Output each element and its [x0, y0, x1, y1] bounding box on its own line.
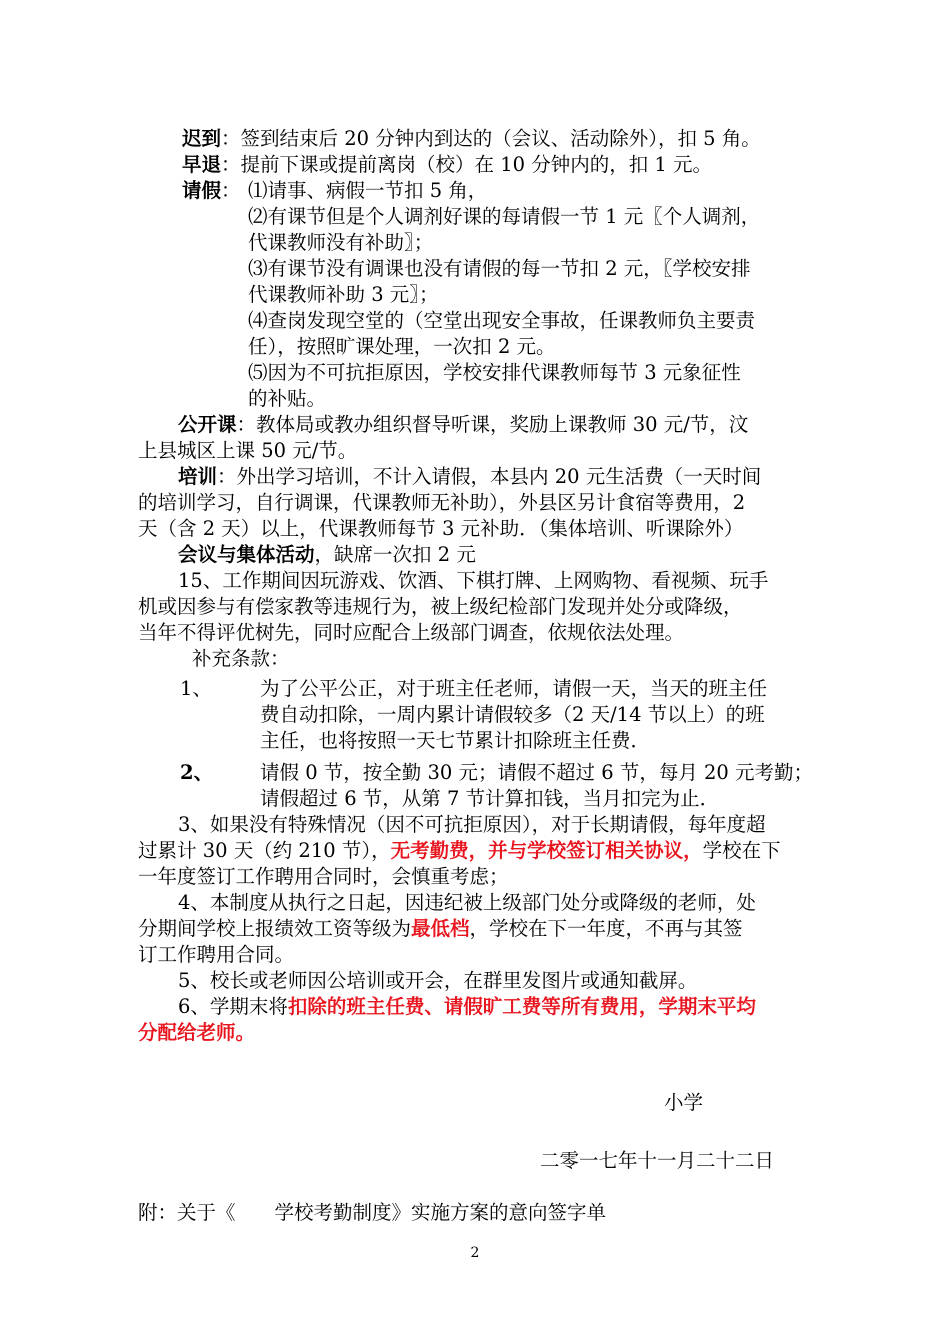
training-line-3: 天（含 2 天）以上，代课教师每节 3 元补助．（集体培训、听课除外） [138, 517, 744, 540]
leave-colon: ： [221, 179, 241, 202]
clause-2-number: 2、 [180, 761, 214, 784]
leave-item-3-line-1: ⑶有课节没有调课也没有请假的每一节扣 2 元，〖学校安排 [248, 257, 751, 280]
leave-item-5-line-2: 的补贴。 [248, 387, 327, 410]
late-rule [182, 126, 761, 152]
clause-4-text-a: 分期间学校上报绩效工资等级为 [138, 917, 412, 940]
signature-school: 小学 [664, 1091, 704, 1114]
clause-3-line-2 [138, 838, 781, 864]
item-15-line-3: 当年不得评优树先，同时应配合上级部门调查，依规依法处理。 [138, 621, 685, 644]
clause-5: 5、校长或老师因公培训或开会，在群里发图片或通知截屏。 [178, 969, 698, 992]
clause-6-emphasis-2: 分配给老师。 [138, 1021, 256, 1044]
meeting-text: ，缺席一次扣 2 元 [314, 543, 476, 566]
open-class-line-2: 上县城区上课 50 元/节。 [138, 439, 358, 462]
clause-6-emphasis-1: 扣除的班主任费、请假旷工费等所有费用，学期末平均 [287, 995, 756, 1018]
early-text: ：提前下课或提前离岗（校）在 10 分钟内的，扣 1 元。 [221, 153, 713, 176]
clause-4-line-3: 订工作聘用合同。 [138, 943, 295, 966]
leave-item-1-line-1: ⑴请事、病假一节扣 5 角， [248, 179, 488, 202]
meeting-rule [178, 542, 476, 568]
attachment-note: 附：关于《 学校考勤制度》实施方案的意向签字单 [138, 1201, 607, 1224]
leave-label: 请假 [182, 179, 222, 202]
clause-4-line-1: 4、本制度从执行之日起，因违纪被上级部门处分或降级的老师，处 [178, 891, 756, 914]
clause-3-text-b: 学校在下 [702, 839, 781, 862]
clause-1-line-2: 费自动扣除，一周内累计请假较多（2 天/14 节以上）的班 [260, 703, 765, 726]
open-class-rule [178, 412, 748, 438]
early-rule [182, 152, 712, 178]
training-line-2: 的培训学习，自行调课，代课教师无补助），外县区另计食宿等费用，2 [138, 491, 746, 514]
supplement-heading: 补充条款： [192, 647, 290, 670]
clause-1-number: 1、 [180, 677, 212, 700]
clause-4-text-b: ，学校在下一年度，不再与其签 [469, 917, 743, 940]
leave-rule [182, 178, 241, 204]
open-class-text: ：教体局或教办组织督导听课，奖励上课教师 30 元/节，汶 [236, 413, 749, 436]
signature-date: 二零一七年十一月二十二日 [540, 1149, 775, 1172]
leave-item-2-line-2: 代课教师没有补助〗； [248, 231, 434, 254]
clause-6-line-1 [178, 994, 756, 1020]
early-label: 早退 [182, 153, 222, 176]
clause-1-line-1: 为了公平公正，对于班主任老师，请假一天，当天的班主任 [260, 677, 768, 700]
leave-item-3-line-2: 代课教师补助 3 元〗； [248, 283, 439, 306]
training-text: ：外出学习培训，不计入请假，本县内 20 元生活费（一天时间 [217, 465, 762, 488]
item-15-line-2: 机或因参与有偿家教等违规行为，被上级纪检部门发现并处分或降级， [138, 595, 743, 618]
clause-1-line-3: 主任，也将按照一天七节累计扣除班主任费． [260, 729, 651, 752]
clause-3-line-3: 一年度签订工作聘用合同时，会慎重考虑； [138, 865, 509, 888]
late-label: 迟到 [182, 127, 222, 150]
clause-3-text-a: 过累计 30 天（约 210 节）， [138, 839, 391, 862]
clause-3-emphasis: 无考勤费，并与学校签订相关协议， [390, 839, 703, 862]
clause-6-prefix: 6、学期末将 [178, 995, 288, 1018]
leave-item-4-line-2: 任），按照旷课处理，一次扣 2 元。 [248, 335, 556, 358]
item-15-line-1: 15、工作期间因玩游戏、饮酒、下棋打牌、上网购物、看视频、玩手 [178, 569, 769, 592]
late-text: ：签到结束后 20 分钟内到达的（会议、活动除外），扣 5 角。 [221, 127, 761, 150]
leave-item-2-line-1: ⑵有课节但是个人调剂好课的每请假一节 1 元〖个人调剂， [248, 205, 761, 228]
clause-2-line-1: 请假 0 节，按全勤 30 元；请假不超过 6 节，每月 20 元考勤； [260, 761, 814, 784]
training-rule [178, 464, 761, 490]
leave-item-4-line-1: ⑷查岗发现空堂的（空堂出现安全事故，任课教师负主要责 [248, 309, 756, 332]
clause-4-emphasis: 最低档 [411, 917, 470, 940]
leave-item-5-line-1: ⑸因为不可抗拒原因，学校安排代课教师每节 3 元象征性 [248, 361, 741, 384]
open-class-label: 公开课 [178, 413, 237, 436]
training-label: 培训 [178, 465, 218, 488]
meeting-label: 会议与集体活动 [178, 543, 315, 566]
clause-3-line-1: 3、如果没有特殊情况（因不可抗拒原因），对于长期请假，每年度超 [178, 813, 766, 836]
clause-2-line-2: 请假超过 6 节，从第 7 节计算扣钱，当月扣完为止． [260, 787, 720, 810]
page-number: 2 [470, 1245, 480, 1261]
clause-4-line-2 [138, 916, 743, 942]
